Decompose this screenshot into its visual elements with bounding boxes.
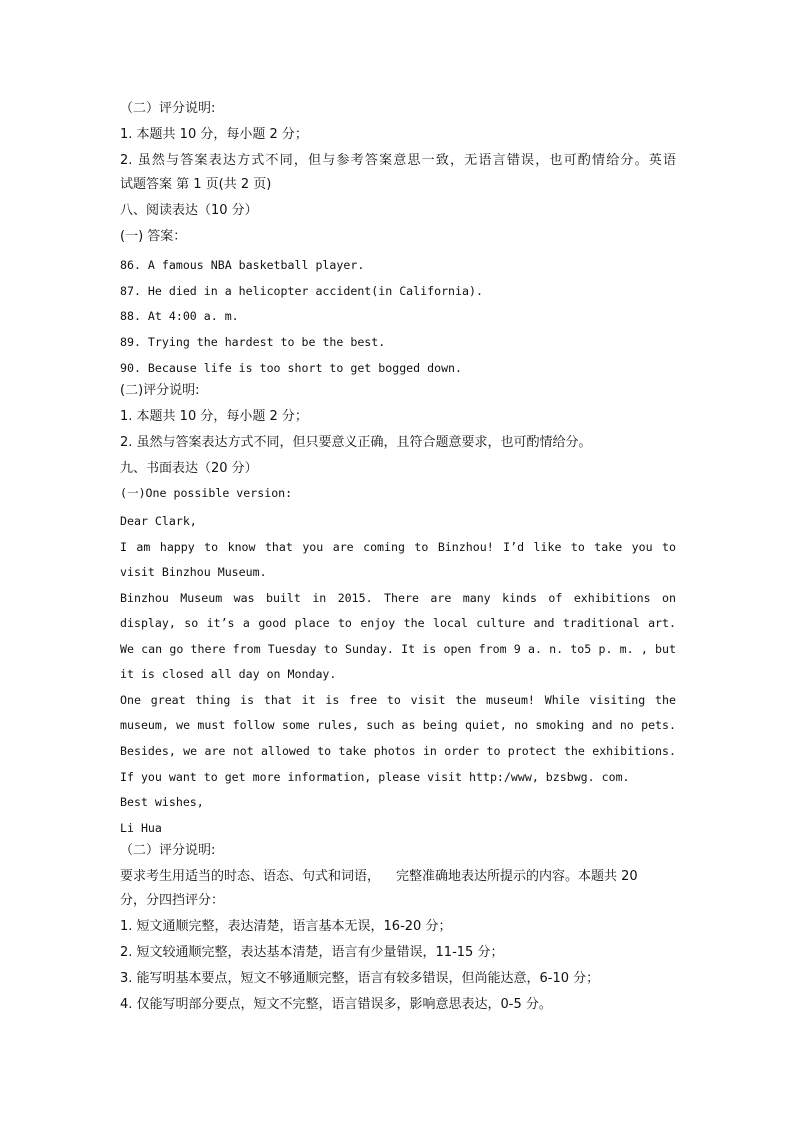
writing-section-heading: 九、书面表达（20 分）: [120, 461, 258, 476]
reading-answer-89: 89. Trying the hardest to be the best.: [120, 335, 386, 349]
reading-answer-87: 87. He died in a helicopter accident(in California).: [120, 284, 483, 298]
writing-notes-intro-line-2: 分，分四挡评分：: [120, 893, 225, 908]
reading-answers-heading: (一) 答案：: [120, 229, 187, 244]
letter-paragraph-1-line-2: visit Binzhou Museum.: [120, 565, 267, 579]
reading-answer-86: 86. A famous NBA basketball player.: [120, 258, 365, 272]
letter-paragraph-3-line-2: it is closed all day on Monday.: [120, 667, 337, 681]
scoring-rule-1: 1. 本题共 10 分，每小题 2 分；: [120, 127, 308, 142]
reading-rule-2: 2. 虽然与答案表达方式不同，但只要意义正确，且符合题意要求，也可酌情给分。: [120, 435, 592, 450]
reading-rule-1: 1. 本题共 10 分，每小题 2 分；: [120, 409, 308, 424]
reading-notes-heading: (二)评分说明:: [120, 383, 200, 398]
letter-paragraph-4-line-2: museum, we must follow some rules, such as being quiet, no smoking and no pets.: [120, 718, 676, 732]
letter-paragraph-2-line-2: display, so it’s a good place to enjoy the local culture and traditional art.: [120, 616, 676, 630]
writing-level-4: 4. 仅能写明部分要点，短文不完整，语言错误多，影响意思表达，0-5 分。: [120, 997, 552, 1012]
letter-paragraph-2-line-1: Binzhou Museum was built in 2015. There are many kinds of exhibitions on: [120, 591, 676, 605]
writing-notes-intro-part-2: 完整准确地表达所提示的内容。本题共 20: [396, 869, 638, 884]
letter-greeting: Dear Clark,: [120, 514, 197, 528]
letter-paragraph-4-line-1: One great thing is that it is free to visit the museum! While visiting the: [120, 693, 676, 707]
writing-notes-intro-part-1: 要求考生用适当的时态、语态、句式和词语，: [120, 869, 381, 884]
letter-paragraph-3-line-1: We can go there from Tuesday to Sunday. It is open from 9 a. n. to5 p. m. , but: [120, 642, 676, 656]
letter-paragraph-4-line-3: Besides, we are not allowed to take photos in order to protect the exhibitions.: [120, 744, 676, 758]
writing-notes-heading: （二）评分说明:: [120, 843, 216, 858]
writing-notes-intro-line-1: [120, 869, 676, 885]
letter-paragraph-1-line-1: I am happy to know that you are coming to Binzhou! I’d like to take you to: [120, 540, 676, 554]
letter-signature: Li Hua: [120, 821, 162, 835]
letter-closing: Best wishes,: [120, 795, 204, 809]
reading-answer-90: 90. Because life is too short to get bogged down.: [120, 361, 463, 375]
page-footer-note: 试题答案 第 1 页(共 2 页): [120, 177, 272, 192]
writing-level-2: 2. 短文较通顺完整，表达基本清楚，语言有少量错误，11-15 分；: [120, 945, 504, 960]
letter-paragraph-4-line-4: If you want to get more information, please visit http:/www, bzsbwg. com.: [120, 770, 630, 784]
writing-version-label: (一)One possible version:: [120, 486, 293, 500]
writing-level-3: 3. 能写明基本要点，短文不够通顺完整，语言有较多错误，但尚能达意，6-10 分；: [120, 971, 600, 986]
scoring-notes-heading: （二）评分说明:: [120, 101, 216, 116]
writing-level-1: 1. 短文通顺完整，表达清楚，语言基本无误，16-20 分；: [120, 919, 452, 934]
reading-answer-88: 88. At 4:00 a. m.: [120, 309, 239, 323]
scoring-rule-2-line-1: 2. 虽然与答案表达方式不同，但与参考答案意思一致，无语言错误，也可酌情给分。英语: [120, 153, 676, 168]
reading-section-heading: 八、阅读表达（10 分）: [120, 203, 258, 218]
